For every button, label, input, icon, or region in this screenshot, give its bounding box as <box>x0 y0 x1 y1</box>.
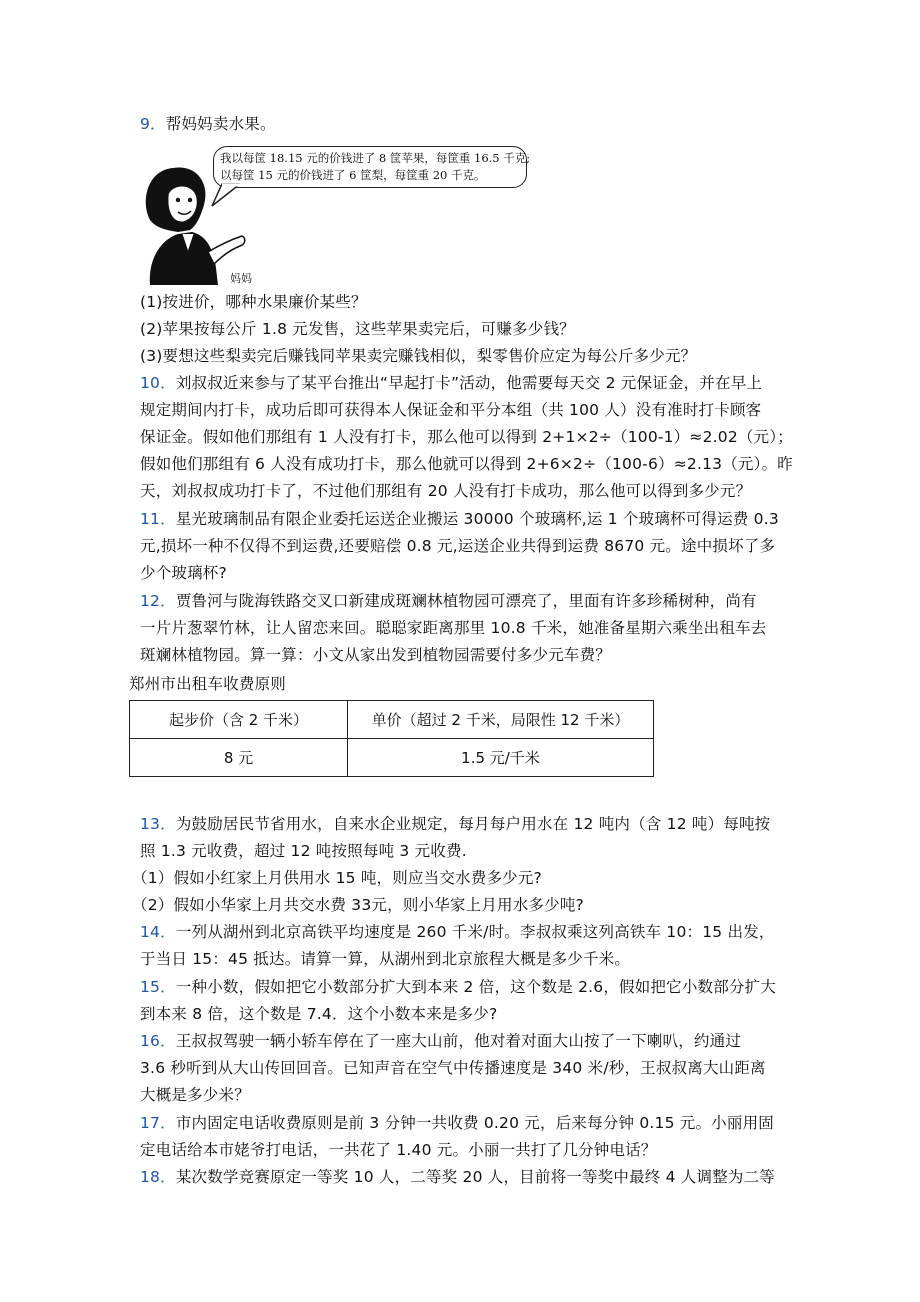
question-14-line-2: 于当日 15：45 抵达。请算一算，从湖州到北京旅程大概是多少千米。 <box>140 950 631 968</box>
question-18-line-1 <box>140 1167 775 1187</box>
question-9-sub-2: (2)苹果按每公斤 1.8 元发售，这些苹果卖完后，可赚多少钱？ <box>140 320 575 338</box>
table-cell: 1.5 元/千米 <box>348 739 654 777</box>
question-text: 某次数学竞赛原定一等奖 10 人，二等奖 20 人，目前将一等奖中最终 4 人调整为二等 <box>175 1168 776 1186</box>
question-11-line-1 <box>140 509 779 529</box>
taxi-fare-table <box>129 700 654 777</box>
question-text: 星光玻璃制品有限企业委托运送企业搬运 30000 个玻璃杯,运 1 个玻璃杯可得运费 0.3 <box>175 510 779 528</box>
table-cell: 8 元 <box>130 739 348 777</box>
table-title: 郑州市出租车收费原则 <box>129 675 287 693</box>
question-text: 为鼓励居民节省用水，自来水企业规定，每月每户用水在 12 吨内（含 12 吨）每吨按 <box>175 815 771 833</box>
bubble-line-1: 我以每筐 18.15 元的价钱进了 8 筐苹果，每筐重 16.5 千克; <box>220 151 531 165</box>
question-text: 一列从湖州到北京高铁平均速度是 260 千米/时。李叔叔乘这列高铁车 10：15 出发， <box>175 923 775 941</box>
question-17-line-1 <box>140 1113 774 1133</box>
question-12-line-2: 一片片葱翠竹林，让人留恋来回。聪聪家距离那里 10.8 千米，她准备星期六乘坐出租车去 <box>140 619 767 637</box>
question-number: 18． <box>140 1168 176 1186</box>
question-16-line-2: 3.6 秒听到从大山传回回音。已知声音在空气中传播速度是 340 米/秒，王叔叔离大山距离 <box>140 1059 766 1077</box>
mother-illustration <box>138 160 248 285</box>
table-header-row <box>130 701 654 739</box>
question-13-line-2: 照 1.3 元收费，超过 12 吨按照每吨 3 元收费. <box>140 842 467 860</box>
question-number: 15． <box>140 978 176 996</box>
question-text: 帮妈妈卖水果。 <box>165 115 276 133</box>
question-9-sub-3: (3)要想这些梨卖完后赚钱同苹果卖完赚钱相似，梨零售价应定为每公斤多少元？ <box>140 347 697 365</box>
question-14-line-1 <box>140 922 775 942</box>
question-number: 17． <box>140 1114 176 1132</box>
question-text: 贾鲁河与陇海铁路交叉口新建成斑斓林植物园可漂亮了，里面有许多珍稀树种，尚有 <box>175 592 757 610</box>
question-13-line-3: （1）假如小红家上月供用水 15 吨，则应当交水费多少元? <box>132 869 542 887</box>
question-15-line-2: 到本来 8 倍，这个数是 7.4．这个小数本来是多少? <box>140 1005 498 1023</box>
question-text: 王叔叔驾驶一辆小轿车停在了一座大山前，他对着对面大山按了一下喇叭，约通过 <box>175 1032 742 1050</box>
question-10-line-2: 规定期间内打卡，成功后即可获得本人保证金和平分本组（共 100 人）没有准时打卡顾客 <box>140 401 762 419</box>
question-number: 11． <box>140 510 176 528</box>
question-11-line-3: 少个玻璃杯? <box>140 564 227 582</box>
question-11-line-2: 元,损坏一种不仅得不到运费,还要赔偿 0.8 元,运送企业共得到运费 8670 元。途中损坏了多 <box>140 537 776 555</box>
question-17-line-2: 定电话给本市姥爷打电话，一共花了 1.40 元。小丽一共打了几分钟电话？ <box>140 1141 657 1159</box>
question-text: 市内固定电话收费原则是前 3 分钟一共收费 0.20 元，后来每分钟 0.15 元。小丽用固 <box>175 1114 774 1132</box>
question-10-line-1 <box>140 373 762 393</box>
question-16-line-1 <box>140 1031 741 1051</box>
question-number: 10． <box>140 374 176 392</box>
table-row <box>130 739 654 777</box>
question-number: 16． <box>140 1032 176 1050</box>
question-number: 13． <box>140 815 176 833</box>
question-number: 9． <box>140 115 166 133</box>
question-12-line-3: 斑斓林植物园。算一算：小文从家出发到植物园需要付多少元车费？ <box>140 646 612 664</box>
question-number: 12． <box>140 592 176 610</box>
bubble-line-2: 以每筐 15 元的价钱进了 6 筐梨，每筐重 20 千克。 <box>220 168 486 182</box>
question-10-line-4: 假如他们那组有 6 人没有成功打卡，那么他就可以得到 2+6×2÷（100-6）≈2.13（元）。昨 <box>140 455 793 473</box>
question-10-line-5: 天，刘叔叔成功打卡了，不过他们那组有 20 人没有打卡成功，那么他可以得到多少元？ <box>140 482 752 500</box>
illustration-caption: 妈妈 <box>230 272 252 285</box>
question-9-title <box>140 114 276 134</box>
question-15-line-1 <box>140 977 776 997</box>
question-13-line-4: （2）假如小华家上月共交水费 33元，则小华家上月用水多少吨? <box>132 896 584 914</box>
question-text: 一种小数，假如把它小数部分扩大到本来 2 倍，这个数是 2.6，假如把它小数部分扩大 <box>175 978 777 996</box>
question-16-line-3: 大概是多少米？ <box>140 1086 250 1104</box>
question-12-line-1 <box>140 591 757 611</box>
table-header-cell: 单价（超过 2 千米，局限性 12 千米） <box>348 701 654 739</box>
question-13-line-1 <box>140 814 770 834</box>
question-text: 刘叔叔近来参与了某平台推出“早起打卡”活动，他需要每天交 2 元保证金，并在早上 <box>175 374 763 392</box>
question-10-line-3: 保证金。假如他们那组有 1 人没有打卡，那么他可以得到 2+1×2÷（100-1）≈2.02（元）； <box>140 428 793 446</box>
question-number: 14． <box>140 923 176 941</box>
question-9-sub-1: (1)按进价，哪种水果廉价某些？ <box>140 293 367 311</box>
table-header-cell: 起步价（含 2 千米） <box>130 701 348 739</box>
